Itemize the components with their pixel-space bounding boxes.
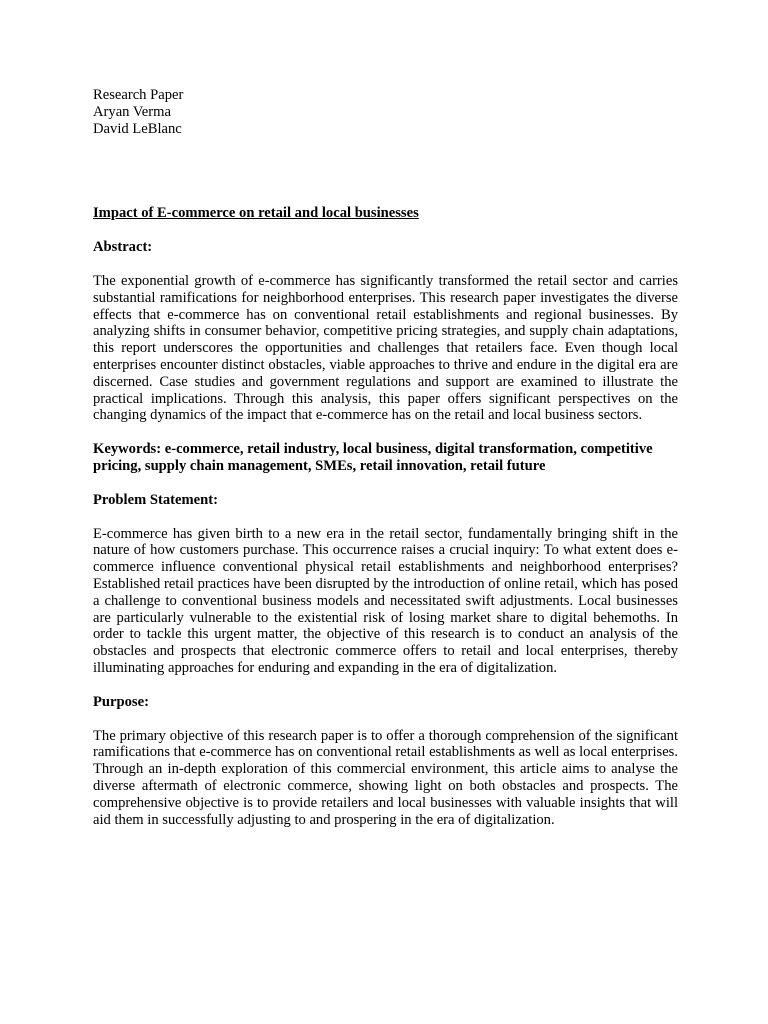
author-name: David LeBlanc [93,120,182,137]
purpose-text: The primary objective of this research paper is to offer a thorough comprehension of the significant ramifications that e-commerce has on conventional retail establishments as well as local enterprises. Through an in-depth exploration of this commercial environment, this article aims to analyse the diverse aftermath of electronic commerce, showing light on both obstacles and prospects. The comprehensive objective is to provide retailers and local businesses with valuable insights that will aid them in successfully adjusting to and prospering in the era of digitalization. [93,727,678,828]
abstract-text: The exponential growth of e-commerce has significantly transformed the retail sector and carries substantial ramifications for neighborhood enterprises. This research paper investigates the diverse effects that e-commerce has on conventional retail establishments and regional businesses. By analyzing shifts in consumer behavior, competitive pricing strategies, and supply chain adaptations, this report underscores the opportunities and challenges that retailers face. Even though local enterprises encounter distinct obstacles, viable approaches to thrive and endure in the digital era are discerned. Case studies and government regulations and support are examined to illustrate the practical implications. Through this analysis, this paper offers significant perspectives on the changing dynamics of the impact that e-commerce has on the retail and local business sectors. [93,272,678,424]
purpose-heading: Purpose: [93,693,149,710]
document-type: Research Paper [93,87,184,103]
keywords-line: Keywords: e-commerce, retail industry, local business, digital transformation, competitive pricing, supply chain management, SMEs, retail innovation, retail future [93,441,653,474]
problem-statement-heading: Problem Statement: [93,491,218,508]
abstract-heading: Abstract: [93,239,153,256]
author-name: Aryan Verma [93,103,171,120]
problem-statement-text: E-commerce has given birth to a new era in the retail sector, fundamentally bringing shift in the nature of how customers purchase. This occurrence raises a crucial inquiry: To what extent does e-commerce influence conventional physical retail establishments and neighborhood enterprises? Established retail practices have been disrupted by the introduction of online retail, which has posed a challenge to conventional business models and necessitated swift adjustments. Local businesses are particularly vulnerable to the existential risk of losing market share to digital behemoths. In order to tackle this urgent matter, the objective of this research is to conduct an analysis of the obstacles and prospects that electronic commerce offers to retail and local enterprises, thereby illuminating approaches for enduring and expanding in the era of digitalization. [93,525,678,676]
document-header [93,87,678,137]
paper-title: Impact of E-commerce on retail and local businesses [93,205,419,222]
document-page [93,87,678,828]
